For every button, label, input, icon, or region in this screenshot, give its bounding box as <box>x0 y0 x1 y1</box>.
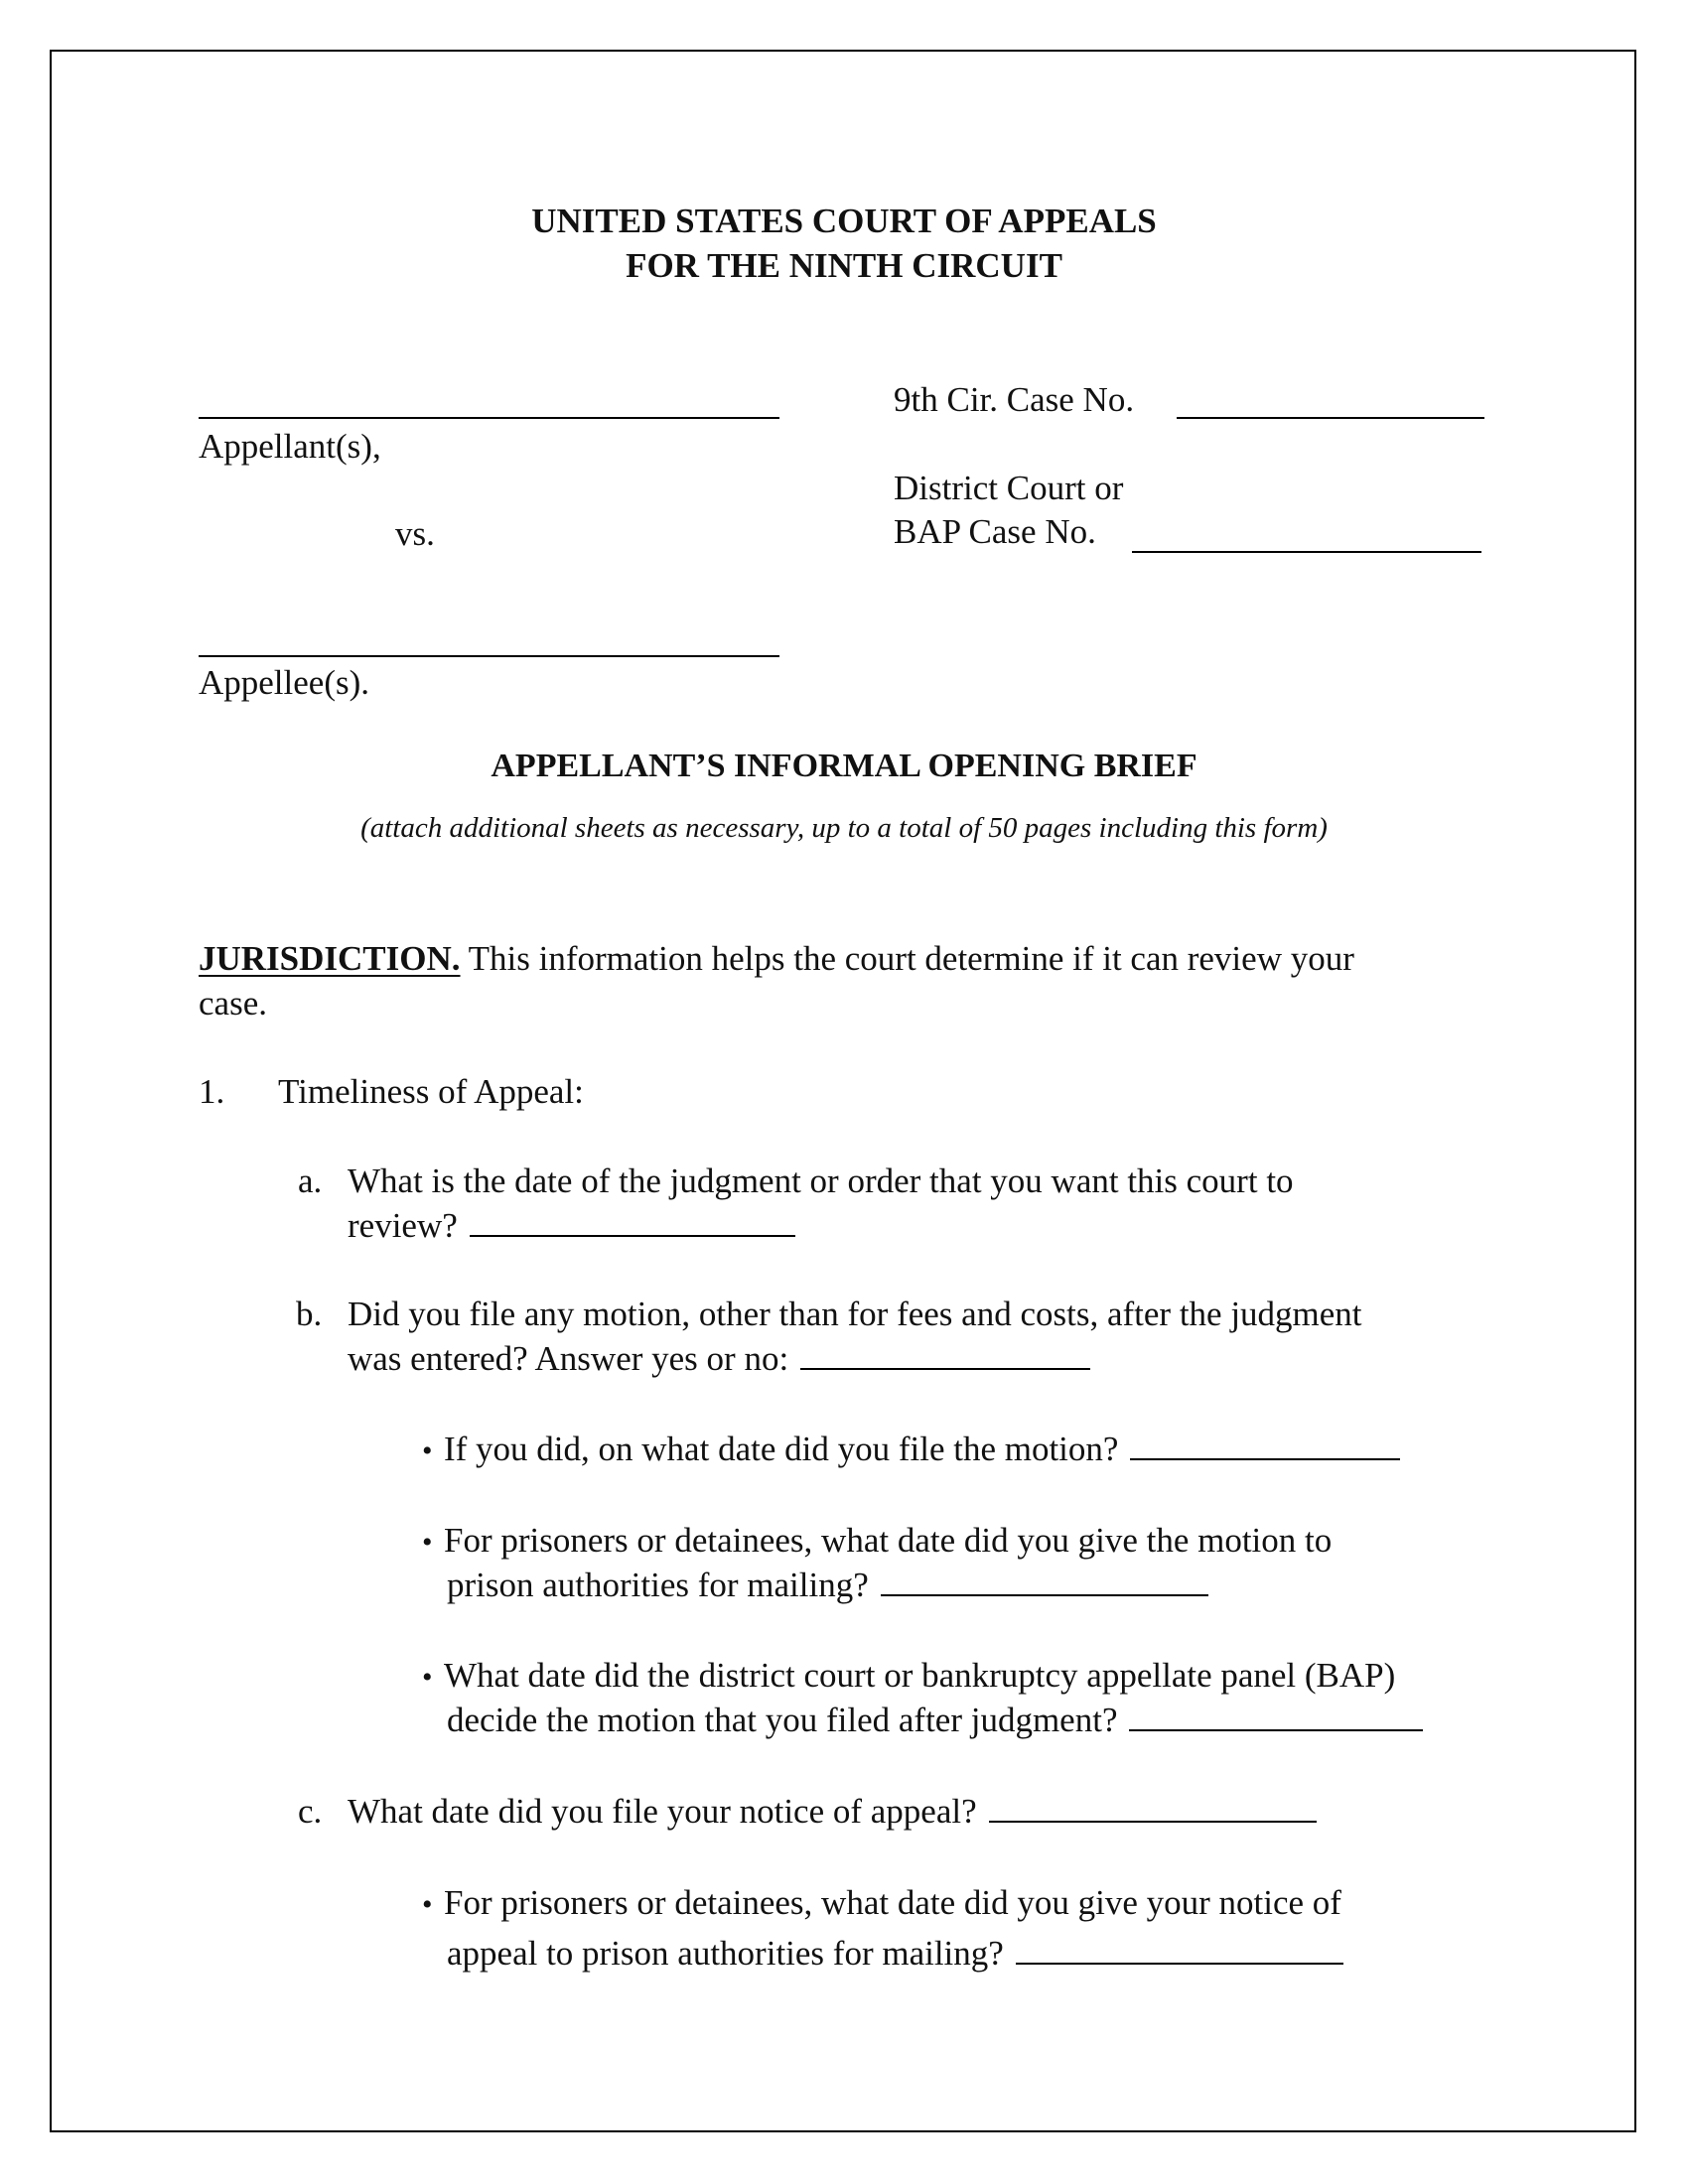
district-court-label: District Court or <box>894 469 1124 507</box>
versus-label: vs. <box>395 514 435 553</box>
circuit-name: FOR THE NINTH CIRCUIT <box>626 246 1062 285</box>
question-a-line1: What is the date of the judgment or order that you want this court to <box>348 1161 1294 1200</box>
jurisdiction-text-line1: This information helps the court determine if it can review your <box>460 939 1354 978</box>
bullet-icon: • <box>422 1661 433 1694</box>
brief-title: APPELLANT’S INFORMAL OPENING BRIEF <box>491 748 1197 784</box>
jurisdiction-paragraph <box>199 937 1354 981</box>
b-bullet-3-line2 <box>447 1699 1423 1742</box>
b-bullet-2-line1 <box>422 1519 1332 1565</box>
b-bullet-2-text-1: For prisoners or detainees, what date did you give the motion to <box>444 1521 1333 1560</box>
question-b-letter: b. <box>296 1295 323 1333</box>
question-1-number: 1. <box>199 1072 225 1111</box>
question-b-text: was entered? Answer yes or no: <box>348 1339 789 1378</box>
bullet-icon: • <box>422 1888 433 1921</box>
motion-mailing-date-field[interactable] <box>881 1565 1208 1596</box>
c-bullet-1-text-2: appeal to prison authorities for mailing? <box>447 1934 1004 1973</box>
motion-decision-date-field[interactable] <box>1129 1700 1423 1731</box>
question-1-label: Timeliness of Appeal: <box>278 1072 584 1111</box>
motion-date-field[interactable] <box>1130 1429 1400 1460</box>
question-c-line1 <box>348 1790 1317 1834</box>
ninth-cir-case-no-label: 9th Cir. Case No. <box>894 380 1135 419</box>
question-b-line1: Did you file any motion, other than for fees and costs, after the judgment <box>348 1295 1362 1333</box>
b-bullet-3-text-1: What date did the district court or bankruptcy appellate panel (BAP) <box>444 1656 1396 1695</box>
b-bullet-3-text-2: decide the motion that you filed after judgment? <box>447 1701 1118 1739</box>
question-a-letter: a. <box>298 1161 323 1200</box>
brief-subtitle: (attach additional sheets as necessary, up to a total of 50 pages including this form) <box>360 812 1328 844</box>
b-bullet-3-line1 <box>422 1654 1395 1700</box>
bap-case-no-label: BAP Case No. <box>894 512 1096 551</box>
appellant-label: Appellant(s), <box>199 427 381 466</box>
b-bullet-1 <box>422 1428 1400 1473</box>
question-a-text: review? <box>348 1206 458 1245</box>
bullet-icon: • <box>422 1434 433 1467</box>
b-bullet-2-line2 <box>447 1564 1208 1607</box>
appellant-name-field[interactable] <box>199 417 779 419</box>
notice-of-appeal-date-field[interactable] <box>989 1791 1317 1823</box>
question-b-line2 <box>348 1337 1090 1381</box>
question-c-text: What date did you file your notice of appeal? <box>348 1792 977 1831</box>
b-bullet-2-text-2: prison authorities for mailing? <box>447 1566 869 1604</box>
jurisdiction-text-line2: case. <box>199 984 267 1023</box>
question-a-line2 <box>348 1204 795 1248</box>
jurisdiction-heading: JURISDICTION. <box>199 939 461 978</box>
question-c-letter: c. <box>298 1792 323 1831</box>
bullet-icon: • <box>422 1526 433 1559</box>
ninth-cir-case-no-field[interactable] <box>1177 417 1484 419</box>
b-bullet-1-text: If you did, on what date did you file the motion? <box>444 1430 1119 1468</box>
judgment-date-field[interactable] <box>470 1205 795 1237</box>
motion-yes-no-field[interactable] <box>800 1338 1090 1370</box>
c-bullet-1-line1 <box>422 1881 1341 1927</box>
appellee-name-field[interactable] <box>199 655 779 657</box>
court-name: UNITED STATES COURT OF APPEALS <box>531 202 1157 240</box>
c-bullet-1-text-1: For prisoners or detainees, what date did you give your notice of <box>444 1883 1341 1922</box>
notice-mailing-date-field[interactable] <box>1016 1933 1343 1965</box>
district-case-no-field[interactable] <box>1132 551 1481 553</box>
appellee-label: Appellee(s). <box>199 663 370 702</box>
c-bullet-1-line2 <box>447 1932 1343 1976</box>
